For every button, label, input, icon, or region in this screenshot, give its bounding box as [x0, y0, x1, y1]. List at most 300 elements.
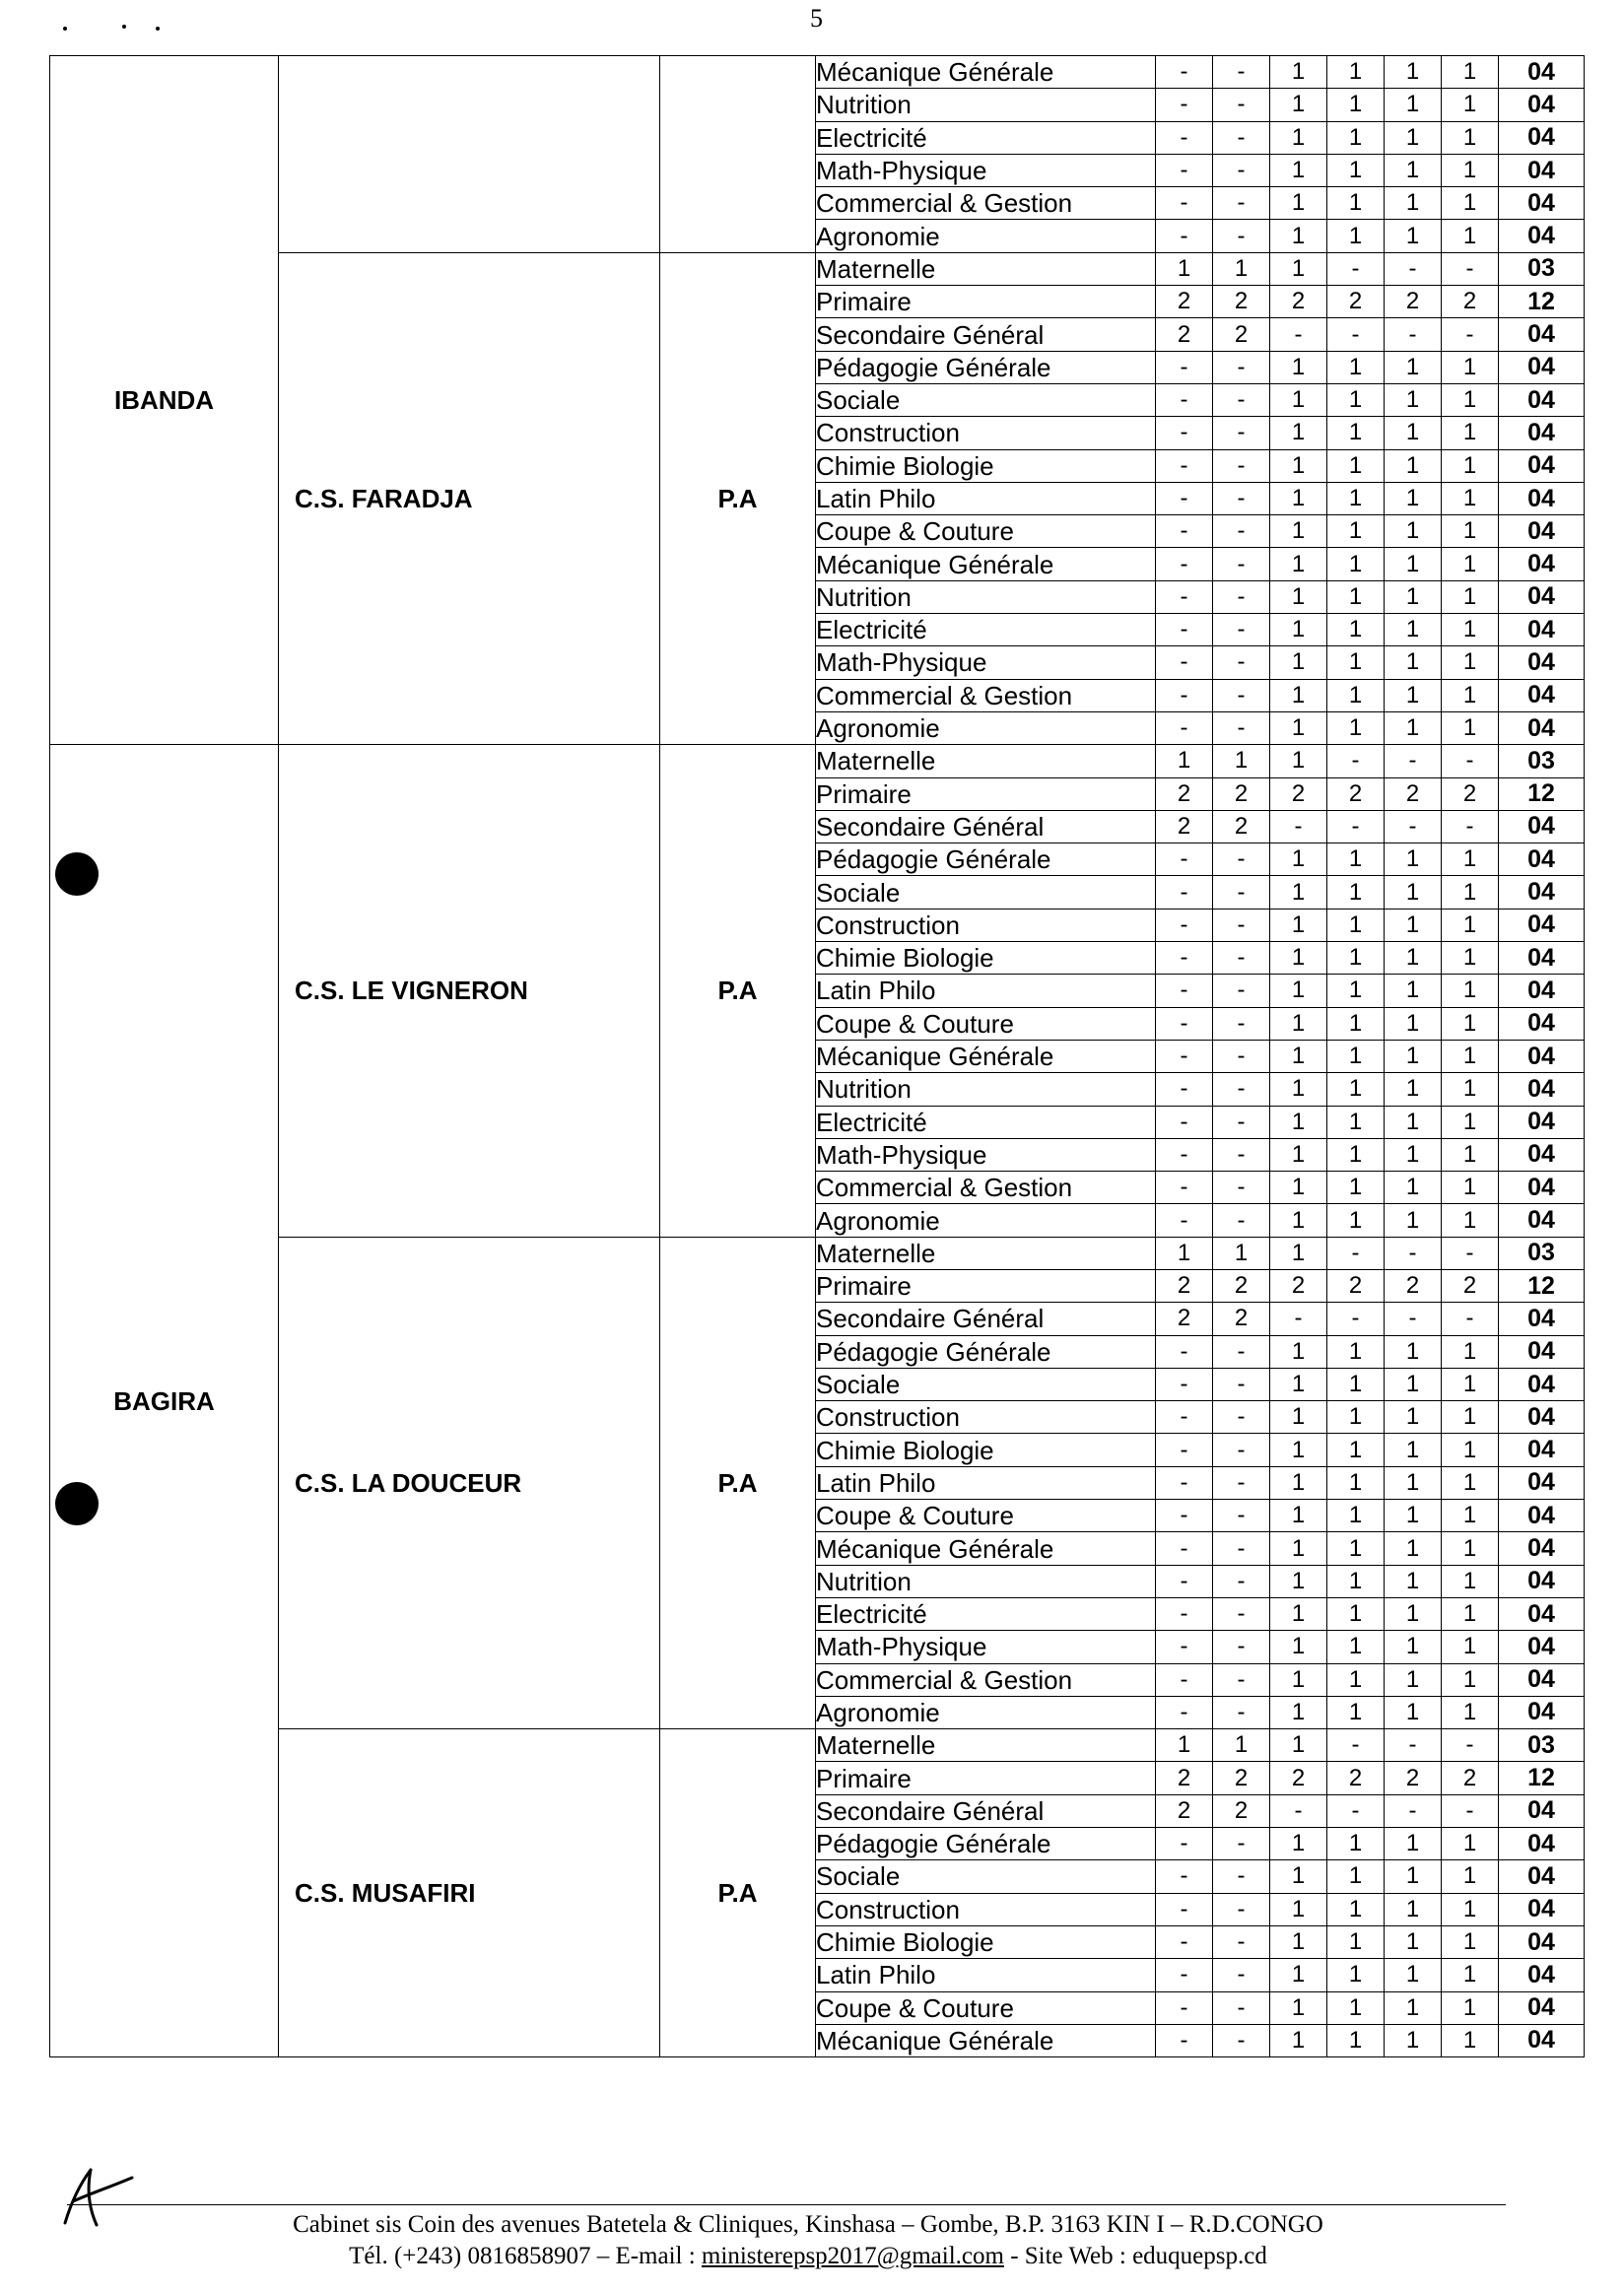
count-cell: -: [1213, 614, 1270, 646]
count-cell: -: [1156, 1204, 1213, 1237]
count-cell: -: [1213, 1368, 1270, 1400]
count-cell: 1: [1327, 2024, 1385, 2056]
total-cell: 04: [1499, 1500, 1585, 1532]
count-cell: 2: [1156, 318, 1213, 351]
section-cell: Secondaire Général: [816, 1794, 1156, 1827]
total-cell: 04: [1499, 1106, 1585, 1138]
section-cell: Latin Philo: [816, 1466, 1156, 1499]
count-cell: -: [1213, 1991, 1270, 2024]
section-cell: Pédagogie Générale: [816, 1828, 1156, 1860]
count-cell: 1: [1327, 1663, 1385, 1696]
count-cell: 1: [1327, 1434, 1385, 1466]
count-cell: 1: [1213, 745, 1270, 777]
count-cell: 1: [1442, 154, 1499, 186]
section-cell: Agronomie: [816, 220, 1156, 252]
count-cell: 1: [1385, 614, 1442, 646]
section-cell: Commercial & Gestion: [816, 1172, 1156, 1204]
count-cell: 1: [1270, 942, 1327, 975]
count-cell: 1: [1442, 2024, 1499, 2056]
count-cell: 1: [1327, 1828, 1385, 1860]
count-cell: -: [1156, 1434, 1213, 1466]
count-cell: -: [1213, 1696, 1270, 1728]
count-cell: 1: [1327, 121, 1385, 154]
count-cell: 1: [1442, 679, 1499, 711]
count-cell: 1: [1385, 1828, 1442, 1860]
total-cell: 04: [1499, 318, 1585, 351]
count-cell: -: [1156, 1893, 1213, 1925]
count-cell: 2: [1156, 1794, 1213, 1827]
total-cell: 04: [1499, 56, 1585, 89]
count-cell: -: [1156, 515, 1213, 548]
count-cell: 1: [1385, 975, 1442, 1007]
count-cell: 1: [1327, 1597, 1385, 1630]
count-cell: 1: [1327, 1565, 1385, 1597]
total-cell: 04: [1499, 1172, 1585, 1204]
count-cell: 1: [1270, 1106, 1327, 1138]
count-cell: 1: [1327, 1007, 1385, 1040]
count-cell: -: [1156, 220, 1213, 252]
count-cell: -: [1213, 351, 1270, 383]
count-cell: 2: [1213, 1762, 1270, 1794]
count-cell: 1: [1270, 1959, 1327, 1991]
count-cell: 1: [1442, 909, 1499, 941]
count-cell: 1: [1270, 548, 1327, 580]
count-cell: 1: [1442, 1040, 1499, 1072]
school-cell: C.S. LA DOUCEUR: [279, 1237, 660, 1728]
count-cell: 1: [1385, 711, 1442, 744]
section-cell: Pédagogie Générale: [816, 843, 1156, 876]
table-row: [50, 1237, 1585, 1269]
count-cell: -: [1213, 1828, 1270, 1860]
section-cell: Latin Philo: [816, 1959, 1156, 1991]
section-cell: Chimie Biologie: [816, 942, 1156, 975]
count-cell: 1: [1270, 1172, 1327, 1204]
count-cell: 1: [1327, 909, 1385, 941]
count-cell: -: [1385, 318, 1442, 351]
count-cell: -: [1213, 1925, 1270, 1958]
count-cell: 2: [1442, 1762, 1499, 1794]
count-cell: 1: [1270, 614, 1327, 646]
table-body: [50, 56, 1585, 2057]
table-row: [50, 252, 1585, 285]
count-cell: -: [1385, 810, 1442, 842]
count-cell: -: [1213, 1007, 1270, 1040]
section-cell: Mécanique Générale: [816, 548, 1156, 580]
count-cell: -: [1213, 711, 1270, 744]
count-cell: 1: [1385, 1860, 1442, 1893]
count-cell: 1: [1327, 548, 1385, 580]
count-cell: 1: [1327, 1631, 1385, 1663]
count-cell: -: [1213, 449, 1270, 482]
count-cell: 1: [1270, 1696, 1327, 1728]
count-cell: -: [1213, 1500, 1270, 1532]
count-cell: 1: [1327, 1401, 1385, 1434]
count-cell: 1: [1442, 56, 1499, 89]
count-cell: -: [1156, 1466, 1213, 1499]
section-cell: Electricité: [816, 1597, 1156, 1630]
total-cell: 04: [1499, 154, 1585, 186]
count-cell: 1: [1213, 1729, 1270, 1762]
count-cell: 1: [1442, 1532, 1499, 1565]
footer-address: Cabinet sis Coin des avenues Batetela & Cliniques, Kinshasa – Gombe, B.P. 3163 KIN I – R.D.CONGO: [293, 2211, 1323, 2238]
count-cell: 1: [1442, 1401, 1499, 1434]
count-cell: -: [1156, 1335, 1213, 1368]
count-cell: 1: [1385, 1401, 1442, 1434]
count-cell: -: [1213, 1466, 1270, 1499]
total-cell: 04: [1499, 975, 1585, 1007]
count-cell: 1: [1442, 515, 1499, 548]
count-cell: 1: [1442, 1204, 1499, 1237]
count-cell: 2: [1213, 286, 1270, 318]
count-cell: 1: [1270, 482, 1327, 514]
count-cell: -: [1327, 1303, 1385, 1335]
count-cell: 1: [1385, 548, 1442, 580]
table-row: [50, 56, 1585, 89]
count-cell: -: [1385, 1794, 1442, 1827]
count-cell: 1: [1327, 876, 1385, 909]
count-cell: 1: [1327, 1040, 1385, 1072]
count-cell: 1: [1442, 482, 1499, 514]
total-cell: 04: [1499, 942, 1585, 975]
count-cell: 1: [1385, 1991, 1442, 2024]
count-cell: 1: [1442, 1893, 1499, 1925]
count-cell: 1: [1327, 449, 1385, 482]
count-cell: 1: [1385, 2024, 1442, 2056]
count-cell: -: [1442, 1303, 1499, 1335]
count-cell: -: [1156, 187, 1213, 220]
count-cell: 1: [1270, 1991, 1327, 2024]
count-cell: -: [1156, 1663, 1213, 1696]
total-cell: 04: [1499, 1466, 1585, 1499]
count-cell: -: [1156, 1106, 1213, 1138]
count-cell: -: [1156, 1368, 1213, 1400]
footer-rule: [67, 2204, 1506, 2205]
section-cell: Agronomie: [816, 1696, 1156, 1728]
count-cell: 1: [1327, 1860, 1385, 1893]
count-cell: 1: [1270, 1204, 1327, 1237]
count-cell: -: [1213, 515, 1270, 548]
section-cell: Construction: [816, 417, 1156, 449]
count-cell: -: [1156, 614, 1213, 646]
count-cell: -: [1156, 1925, 1213, 1958]
total-cell: 12: [1499, 777, 1585, 810]
count-cell: -: [1327, 1729, 1385, 1762]
count-cell: -: [1156, 1073, 1213, 1106]
count-cell: 1: [1327, 646, 1385, 679]
count-cell: 1: [1327, 220, 1385, 252]
section-cell: Coupe & Couture: [816, 515, 1156, 548]
count-cell: 1: [1270, 1631, 1327, 1663]
count-cell: 1: [1385, 1959, 1442, 1991]
total-cell: 12: [1499, 1269, 1585, 1302]
total-cell: 04: [1499, 614, 1585, 646]
count-cell: -: [1385, 1729, 1442, 1762]
count-cell: 1: [1270, 252, 1327, 285]
count-cell: -: [1213, 1138, 1270, 1171]
count-cell: 1: [1327, 1073, 1385, 1106]
count-cell: 1: [1327, 1138, 1385, 1171]
count-cell: 1: [1442, 89, 1499, 121]
count-cell: 1: [1385, 1335, 1442, 1368]
count-cell: 1: [1385, 220, 1442, 252]
count-cell: -: [1213, 482, 1270, 514]
count-cell: -: [1385, 252, 1442, 285]
count-cell: -: [1213, 1204, 1270, 1237]
count-cell: -: [1156, 876, 1213, 909]
count-cell: 2: [1213, 1794, 1270, 1827]
total-cell: 12: [1499, 1762, 1585, 1794]
count-cell: -: [1213, 187, 1270, 220]
count-cell: 1: [1327, 515, 1385, 548]
count-cell: 1: [1270, 580, 1327, 613]
count-cell: -: [1213, 679, 1270, 711]
count-cell: -: [1385, 745, 1442, 777]
count-cell: 1: [1385, 1138, 1442, 1171]
count-cell: 2: [1156, 777, 1213, 810]
count-cell: 1: [1442, 1663, 1499, 1696]
count-cell: 1: [1327, 711, 1385, 744]
section-cell: Maternelle: [816, 745, 1156, 777]
count-cell: -: [1327, 318, 1385, 351]
count-cell: -: [1156, 482, 1213, 514]
count-cell: 1: [1442, 646, 1499, 679]
count-cell: 1: [1327, 56, 1385, 89]
count-cell: 1: [1442, 1925, 1499, 1958]
count-cell: 2: [1213, 1269, 1270, 1302]
count-cell: 2: [1270, 286, 1327, 318]
count-cell: 1: [1442, 121, 1499, 154]
section-cell: Math-Physique: [816, 1138, 1156, 1171]
total-cell: 04: [1499, 1007, 1585, 1040]
section-cell: Chimie Biologie: [816, 1434, 1156, 1466]
total-cell: 04: [1499, 1040, 1585, 1072]
count-cell: 1: [1270, 1663, 1327, 1696]
total-cell: 04: [1499, 1138, 1585, 1171]
count-cell: 1: [1442, 1073, 1499, 1106]
count-cell: 1: [1327, 1893, 1385, 1925]
total-cell: 04: [1499, 580, 1585, 613]
count-cell: 1: [1156, 745, 1213, 777]
section-cell: Pédagogie Générale: [816, 351, 1156, 383]
count-cell: -: [1327, 745, 1385, 777]
count-cell: -: [1156, 1696, 1213, 1728]
count-cell: 1: [1385, 1532, 1442, 1565]
count-cell: -: [1156, 121, 1213, 154]
count-cell: 1: [1442, 383, 1499, 416]
count-cell: 1: [1270, 187, 1327, 220]
footer-email-link[interactable]: ministerepsp2017@gmail.com: [701, 2243, 1004, 2269]
count-cell: -: [1156, 843, 1213, 876]
count-cell: 2: [1156, 1303, 1213, 1335]
count-cell: 1: [1442, 580, 1499, 613]
count-cell: 2: [1327, 1269, 1385, 1302]
section-cell: Math-Physique: [816, 154, 1156, 186]
section-cell: Electricité: [816, 121, 1156, 154]
count-cell: 1: [1270, 89, 1327, 121]
section-cell: Construction: [816, 909, 1156, 941]
section-cell: Construction: [816, 1401, 1156, 1434]
count-cell: -: [1327, 252, 1385, 285]
section-cell: Nutrition: [816, 580, 1156, 613]
total-cell: 04: [1499, 1597, 1585, 1630]
section-cell: Coupe & Couture: [816, 1500, 1156, 1532]
count-cell: 2: [1156, 1762, 1213, 1794]
count-cell: 1: [1270, 909, 1327, 941]
count-cell: 1: [1385, 121, 1442, 154]
count-cell: 1: [1327, 1991, 1385, 2024]
total-cell: 03: [1499, 252, 1585, 285]
count-cell: 1: [1385, 449, 1442, 482]
count-cell: -: [1213, 1335, 1270, 1368]
count-cell: -: [1156, 909, 1213, 941]
allocation-table: [49, 55, 1585, 2057]
count-cell: 1: [1270, 1434, 1327, 1466]
type-cell: P.A: [660, 1729, 816, 2057]
section-cell: Primaire: [816, 1762, 1156, 1794]
footer-website: - Site Web : eduquepsp.cd: [1003, 2243, 1267, 2269]
count-cell: 1: [1270, 1860, 1327, 1893]
section-cell: Agronomie: [816, 711, 1156, 744]
count-cell: 1: [1442, 187, 1499, 220]
count-cell: 1: [1156, 1237, 1213, 1269]
count-cell: -: [1156, 942, 1213, 975]
count-cell: 1: [1442, 220, 1499, 252]
count-cell: 1: [1327, 89, 1385, 121]
count-cell: -: [1156, 2024, 1213, 2056]
count-cell: 1: [1385, 56, 1442, 89]
count-cell: -: [1213, 909, 1270, 941]
total-cell: 04: [1499, 876, 1585, 909]
count-cell: 1: [1385, 154, 1442, 186]
count-cell: 1: [1270, 351, 1327, 383]
count-cell: 2: [1385, 1762, 1442, 1794]
count-cell: 2: [1156, 810, 1213, 842]
count-cell: 1: [1327, 383, 1385, 416]
count-cell: 1: [1270, 646, 1327, 679]
count-cell: -: [1270, 318, 1327, 351]
count-cell: -: [1442, 1794, 1499, 1827]
count-cell: -: [1213, 1959, 1270, 1991]
total-cell: 04: [1499, 1303, 1585, 1335]
count-cell: 1: [1442, 1696, 1499, 1728]
count-cell: 1: [1442, 417, 1499, 449]
count-cell: 1: [1327, 1466, 1385, 1499]
count-cell: 1: [1270, 975, 1327, 1007]
count-cell: 2: [1213, 810, 1270, 842]
total-cell: 04: [1499, 2024, 1585, 2056]
count-cell: -: [1213, 56, 1270, 89]
total-cell: 04: [1499, 1565, 1585, 1597]
count-cell: 1: [1327, 1959, 1385, 1991]
count-cell: 1: [1385, 1040, 1442, 1072]
total-cell: 04: [1499, 711, 1585, 744]
count-cell: 1: [1327, 1368, 1385, 1400]
count-cell: -: [1213, 220, 1270, 252]
count-cell: -: [1213, 975, 1270, 1007]
count-cell: 1: [1385, 1597, 1442, 1630]
count-cell: 1: [1385, 417, 1442, 449]
count-cell: -: [1213, 1893, 1270, 1925]
total-cell: 04: [1499, 515, 1585, 548]
count-cell: 1: [1270, 1007, 1327, 1040]
total-cell: 03: [1499, 1729, 1585, 1762]
section-cell: Nutrition: [816, 1073, 1156, 1106]
count-cell: 1: [1385, 843, 1442, 876]
section-cell: Mécanique Générale: [816, 56, 1156, 89]
count-cell: 1: [1385, 1565, 1442, 1597]
count-cell: 1: [1385, 351, 1442, 383]
count-cell: -: [1442, 745, 1499, 777]
count-cell: 2: [1213, 1303, 1270, 1335]
count-cell: 1: [1213, 1237, 1270, 1269]
count-cell: 1: [1270, 220, 1327, 252]
total-cell: 04: [1499, 1204, 1585, 1237]
count-cell: 1: [1270, 154, 1327, 186]
total-cell: 04: [1499, 1663, 1585, 1696]
count-cell: 1: [1270, 679, 1327, 711]
count-cell: -: [1213, 1172, 1270, 1204]
count-cell: 1: [1385, 876, 1442, 909]
count-cell: 1: [1270, 1040, 1327, 1072]
section-cell: Secondaire Général: [816, 810, 1156, 842]
footer-phone: Tél. (+243) 0816858907 – E-mail :: [349, 2243, 702, 2269]
count-cell: 1: [1442, 1138, 1499, 1171]
count-cell: 1: [1270, 121, 1327, 154]
count-cell: -: [1156, 1007, 1213, 1040]
section-cell: Primaire: [816, 286, 1156, 318]
count-cell: 1: [1270, 711, 1327, 744]
count-cell: -: [1156, 1040, 1213, 1072]
total-cell: 04: [1499, 548, 1585, 580]
section-cell: Secondaire Général: [816, 318, 1156, 351]
section-cell: Math-Physique: [816, 1631, 1156, 1663]
count-cell: 1: [1270, 1138, 1327, 1171]
count-cell: 1: [1385, 1925, 1442, 1958]
school-cell: C.S. LE VIGNERON: [279, 745, 660, 1237]
total-cell: 04: [1499, 1532, 1585, 1565]
count-cell: 1: [1327, 1172, 1385, 1204]
count-cell: 1: [1156, 252, 1213, 285]
count-cell: 1: [1270, 1729, 1327, 1762]
count-cell: 1: [1385, 646, 1442, 679]
section-cell: Sociale: [816, 876, 1156, 909]
count-cell: 1: [1270, 1828, 1327, 1860]
sous-division-cell: IBANDA: [50, 56, 279, 745]
total-cell: 04: [1499, 1893, 1585, 1925]
count-cell: -: [1156, 1532, 1213, 1565]
count-cell: 2: [1442, 1269, 1499, 1302]
count-cell: 1: [1270, 876, 1327, 909]
count-cell: -: [1156, 1860, 1213, 1893]
count-cell: 1: [1327, 580, 1385, 613]
count-cell: 1: [1442, 1597, 1499, 1630]
count-cell: 2: [1385, 777, 1442, 810]
section-cell: Commercial & Gestion: [816, 187, 1156, 220]
count-cell: 1: [1270, 1597, 1327, 1630]
count-cell: 1: [1385, 942, 1442, 975]
count-cell: -: [1156, 351, 1213, 383]
footer-contacts: [99, 2243, 1518, 2270]
count-cell: -: [1327, 1794, 1385, 1827]
count-cell: 1: [1442, 351, 1499, 383]
count-cell: 1: [1270, 515, 1327, 548]
total-cell: 04: [1499, 1959, 1585, 1991]
count-cell: -: [1156, 56, 1213, 89]
count-cell: -: [1213, 1663, 1270, 1696]
total-cell: 04: [1499, 187, 1585, 220]
count-cell: -: [1213, 1434, 1270, 1466]
count-cell: 1: [1270, 56, 1327, 89]
